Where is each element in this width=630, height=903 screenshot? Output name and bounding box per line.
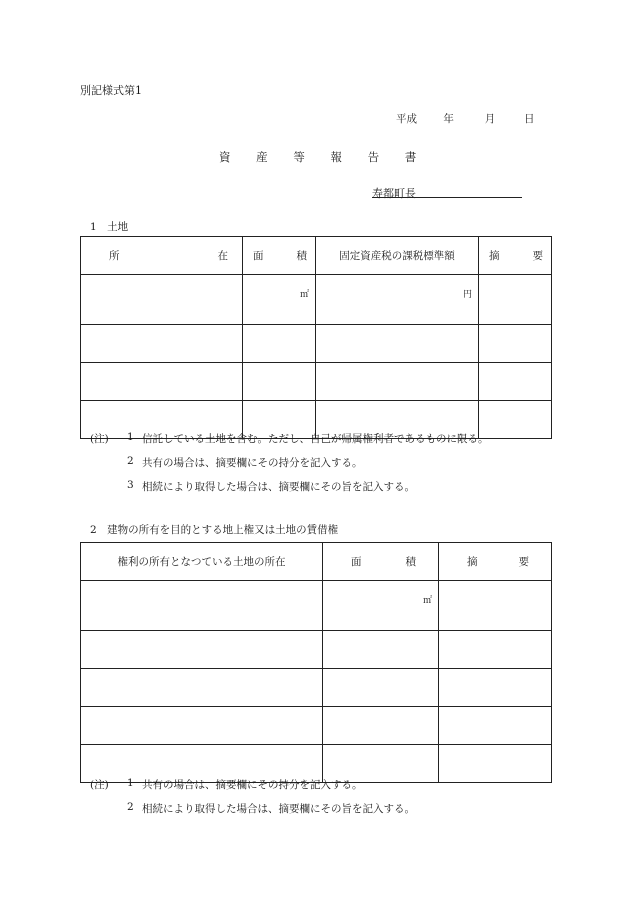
tax-value-cell[interactable] (316, 363, 479, 401)
date-year: 年 (443, 113, 454, 125)
title-char: 資 (219, 150, 231, 164)
section1-heading: 1 土地 (90, 221, 129, 233)
area-unit: ㎡ (299, 290, 309, 300)
note-text: 共有の場合は、摘要欄にその持分を記入する。 (142, 457, 363, 469)
remarks-cell[interactable] (439, 581, 552, 631)
column-remarks (479, 237, 552, 275)
location-cell[interactable] (81, 581, 323, 631)
table-row (81, 669, 552, 707)
location-cell[interactable] (81, 669, 323, 707)
remarks-cell[interactable] (479, 325, 552, 363)
notes-label: (注) (90, 433, 109, 445)
area-unit: ㎡ (422, 596, 432, 606)
column-area-char: 積 (405, 556, 416, 568)
title-char: 等 (293, 150, 305, 164)
note-number: 1 (127, 431, 134, 443)
location-cell[interactable] (81, 363, 243, 401)
note-number: 3 (127, 479, 134, 491)
area-cell[interactable] (243, 275, 316, 325)
column-remarks-char: 摘 (467, 556, 478, 568)
remarks-cell[interactable] (439, 745, 552, 783)
column-tax-value: 固定資産税の課税標準額 (316, 237, 479, 275)
column-area-char: 面 (253, 250, 264, 262)
tax-value-unit: 円 (462, 290, 472, 300)
remarks-cell[interactable] (479, 363, 552, 401)
remarks-cell[interactable] (479, 275, 552, 325)
location-cell[interactable] (81, 631, 323, 669)
notes-label: (注) (90, 779, 109, 791)
note-text: 信託している土地を含む。ただし、自己が帰属権利者であるものに限る。 (142, 433, 489, 445)
area-cell[interactable] (323, 707, 439, 745)
document-title (219, 149, 416, 165)
date-era: 平成 (396, 113, 417, 125)
addressee: 寿都町長 (372, 187, 416, 200)
table-header-row (81, 237, 552, 275)
note-text: 相続により取得した場合は、摘要欄にその旨を記入する。 (142, 481, 415, 493)
area-cell[interactable] (323, 631, 439, 669)
remarks-cell[interactable] (439, 707, 552, 745)
area-cell[interactable] (323, 669, 439, 707)
date-day: 日 (524, 113, 535, 125)
note-number: 2 (127, 455, 134, 467)
table-row (81, 325, 552, 363)
note-text: 共有の場合は、摘要欄にその持分を記入する。 (142, 779, 363, 791)
column-location (81, 237, 243, 275)
title-char: 産 (256, 150, 268, 164)
table-header-row (81, 543, 552, 581)
tax-value-cell[interactable] (316, 275, 479, 325)
tax-value-cell[interactable] (316, 325, 479, 363)
section2-heading: 2 建物の所有を目的とする地上権又は土地の賃借権 (90, 524, 339, 536)
note-number: 2 (127, 801, 134, 813)
date-month: 月 (484, 113, 496, 125)
leasehold-table (80, 542, 552, 783)
area-cell[interactable] (323, 581, 439, 631)
column-area-char: 積 (296, 250, 307, 262)
column-remarks-char: 要 (518, 556, 529, 568)
table-row (81, 707, 552, 745)
table-row (81, 581, 552, 631)
remarks-cell[interactable] (479, 401, 552, 439)
location-cell[interactable] (81, 275, 243, 325)
location-cell[interactable] (81, 707, 323, 745)
remarks-cell[interactable] (439, 669, 552, 707)
column-area (323, 543, 439, 581)
table-row (81, 363, 552, 401)
column-location-char: 所 (109, 250, 120, 262)
note-text: 相続により取得した場合は、摘要欄にその旨を記入する。 (142, 803, 415, 815)
column-remarks-char: 要 (532, 250, 543, 262)
column-remarks (439, 543, 552, 581)
column-area (243, 237, 316, 275)
form-number: 別記様式第1 (80, 84, 142, 97)
note-number: 1 (127, 777, 134, 789)
date-line (396, 111, 535, 126)
column-remarks-char: 摘 (489, 250, 500, 262)
remarks-cell[interactable] (439, 631, 552, 669)
title-char: 報 (330, 150, 342, 164)
location-cell[interactable] (81, 325, 243, 363)
column-location-char: 在 (217, 250, 228, 262)
column-area-char: 面 (351, 556, 362, 568)
land-table (80, 236, 552, 439)
area-cell[interactable] (243, 325, 316, 363)
table-row (81, 631, 552, 669)
title-char: 書 (404, 150, 417, 164)
area-cell[interactable] (243, 363, 316, 401)
table-row (81, 275, 552, 325)
title-char: 告 (367, 150, 380, 164)
column-right-location: 権利の所有となつている土地の所在 (81, 543, 323, 581)
addressee-underline (372, 197, 522, 198)
